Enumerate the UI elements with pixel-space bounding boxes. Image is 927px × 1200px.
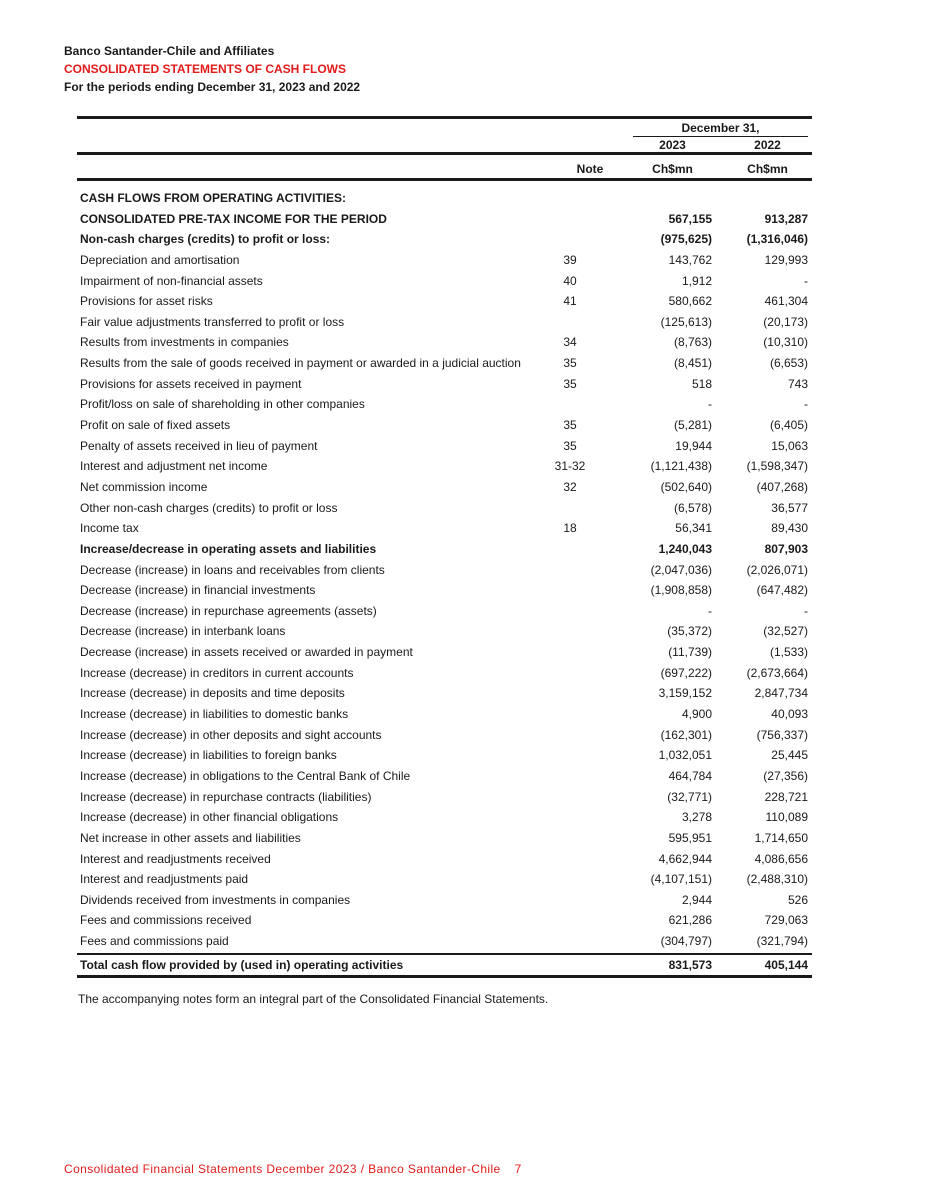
row-label: Interest and readjustments paid <box>80 872 249 887</box>
row-value-2023: (162,301) <box>660 727 712 742</box>
period-underline <box>633 136 808 137</box>
row-value-2022: - <box>804 603 808 618</box>
row-label: CONSOLIDATED PRE-TAX INCOME FOR THE PERIOD <box>80 211 387 226</box>
row-value-2022: (2,488,310) <box>746 872 808 887</box>
row-label: Impairment of non-financial assets <box>80 273 263 288</box>
row-label: Dividends received from investments in companies <box>80 892 351 907</box>
row-value-2023: (125,613) <box>660 314 712 329</box>
row-label: CASH FLOWS FROM OPERATING ACTIVITIES: <box>80 191 346 205</box>
row-label: Fair value adjustments transferred to profit or loss <box>80 314 345 329</box>
row-value-2023: 567,155 <box>668 211 712 226</box>
row-value-2023: 4,900 <box>681 707 712 722</box>
row-value-2022: (6,653) <box>769 356 808 371</box>
row-label: Provisions for assets received in payment <box>80 376 302 391</box>
table-row <box>77 828 812 849</box>
table-row <box>77 642 812 663</box>
row-value-2022: (1,598,347) <box>746 459 808 474</box>
page-footer <box>64 1162 522 1176</box>
row-note: 41 <box>563 294 577 309</box>
row-value-2023: (2,047,036) <box>650 562 712 577</box>
table-row <box>77 229 812 250</box>
row-label: Decrease (increase) in loans and receivables from clients <box>80 562 385 577</box>
row-value-2022: (27,356) <box>763 768 808 783</box>
row-value-2022: 228,721 <box>764 789 808 804</box>
table-row <box>77 353 812 374</box>
statement-title: CONSOLIDATED STATEMENTS OF CASH FLOWS <box>64 62 346 76</box>
row-label: Increase (decrease) in obligations to the Central Bank of Chile <box>80 768 411 783</box>
statement-period: For the periods ending December 31, 2023 and 2022 <box>64 80 361 94</box>
row-value-2023: - <box>708 603 712 618</box>
row-label: Increase (decrease) in other deposits and sight accounts <box>80 727 382 742</box>
row-value-2023: 2,944 <box>681 892 712 907</box>
company-name: Banco Santander-Chile and Affiliates <box>64 44 275 58</box>
table-row <box>77 560 812 581</box>
total-bottom-rule <box>77 975 812 978</box>
row-label: Results from the sale of goods received in payment or awarded in a judicial auction <box>80 356 521 371</box>
year-2023-header: 2023 <box>659 138 686 152</box>
table-row <box>77 498 812 519</box>
row-value-2023: 56,341 <box>675 521 712 536</box>
row-value-2023: (32,771) <box>667 789 712 804</box>
table-row <box>77 394 812 415</box>
row-label: Other non-cash charges (credits) to profit or loss <box>80 500 338 515</box>
row-label: Decrease (increase) in assets received or awarded in payment <box>80 645 413 660</box>
total-label: Total cash flow provided by (used in) operating activities <box>80 957 404 972</box>
table-row <box>77 271 812 292</box>
row-label: Increase (decrease) in repurchase contracts (liabilities) <box>80 789 372 804</box>
row-label: Penalty of assets received in lieu of payment <box>80 438 318 453</box>
table-row <box>77 332 812 353</box>
row-value-2023: (304,797) <box>660 934 712 949</box>
footer-text: Consolidated Financial Statements December 2023 / Banco Santander-Chile <box>64 1162 501 1176</box>
table-row <box>77 869 812 890</box>
row-value-2022: (321,794) <box>756 934 808 949</box>
row-note: 18 <box>563 521 577 536</box>
row-value-2022: (1,316,046) <box>746 232 808 247</box>
row-value-2023: (8,763) <box>673 335 712 350</box>
row-label: Interest and readjustments received <box>80 851 271 866</box>
row-value-2022: 4,086,656 <box>754 851 808 866</box>
row-note: 35 <box>563 438 577 453</box>
table-row <box>77 601 812 622</box>
row-value-2023: (5,281) <box>673 418 712 433</box>
row-value-2023: 4,662,944 <box>658 851 712 866</box>
row-value-2022: 729,063 <box>764 913 808 928</box>
table-row <box>77 291 812 312</box>
row-value-2023: 1,240,043 <box>658 541 712 556</box>
page-number: 7 <box>514 1162 522 1176</box>
row-value-2023: 518 <box>691 376 712 391</box>
row-label: Fees and commissions received <box>80 913 252 928</box>
row-label: Decrease (increase) in repurchase agreements (assets) <box>80 603 377 618</box>
row-value-2022: 2,847,734 <box>754 686 808 701</box>
row-value-2022: (32,527) <box>763 624 808 639</box>
row-note: 34 <box>563 335 577 350</box>
row-label: Increase (decrease) in liabilities to domestic banks <box>80 707 349 722</box>
table-row <box>77 890 812 911</box>
row-note: 35 <box>563 356 577 371</box>
row-value-2023: 1,032,051 <box>658 748 712 763</box>
row-note: 39 <box>563 252 577 267</box>
row-value-2022: 15,063 <box>771 438 808 453</box>
table-row <box>77 374 812 395</box>
row-value-2022: (1,533) <box>769 645 808 660</box>
row-value-2022: 110,089 <box>765 810 808 825</box>
table-row <box>77 250 812 271</box>
row-value-2023: 595,951 <box>668 830 712 845</box>
table-row <box>77 807 812 828</box>
table-row <box>77 209 812 230</box>
table-row <box>77 910 812 931</box>
row-value-2023: 143,762 <box>668 252 712 267</box>
unit-rule <box>77 178 812 181</box>
row-value-2022: (407,268) <box>756 479 808 494</box>
row-label: Increase (decrease) in deposits and time deposits <box>80 686 345 701</box>
table-top-rule <box>77 116 812 119</box>
table-body <box>77 188 812 978</box>
total-value-2022: 405,144 <box>764 957 808 972</box>
row-note: 35 <box>563 376 577 391</box>
row-value-2022: (20,173) <box>763 314 808 329</box>
table-row <box>77 787 812 808</box>
row-label: Increase (decrease) in creditors in current accounts <box>80 665 354 680</box>
row-value-2023: (11,739) <box>668 645 712 660</box>
row-value-2023: 621,286 <box>668 913 712 928</box>
table-row <box>77 312 812 333</box>
table-row <box>77 704 812 725</box>
row-value-2022: - <box>804 273 808 288</box>
row-value-2022: 25,445 <box>771 748 808 763</box>
row-label: Interest and adjustment net income <box>80 459 268 474</box>
row-label: Results from investments in companies <box>80 335 289 350</box>
row-value-2022: (756,337) <box>756 727 808 742</box>
table-row <box>77 849 812 870</box>
row-value-2023: (4,107,151) <box>650 872 712 887</box>
table-row <box>77 663 812 684</box>
table-row <box>77 766 812 787</box>
year-2022-header: 2022 <box>754 138 781 152</box>
row-label: Provisions for asset risks <box>80 294 213 309</box>
row-value-2023: (697,222) <box>660 665 712 680</box>
row-value-2023: 580,662 <box>668 294 712 309</box>
table-row <box>77 518 812 539</box>
table-row <box>77 725 812 746</box>
table-row <box>77 580 812 601</box>
row-label: Increase (decrease) in liabilities to foreign banks <box>80 748 337 763</box>
row-value-2022: 89,430 <box>771 521 808 536</box>
row-value-2023: (975,625) <box>660 232 712 247</box>
row-label: Profit on sale of fixed assets <box>80 418 231 433</box>
unit-2023-header: Ch$mn <box>652 162 693 176</box>
row-note: 31-32 <box>554 459 586 474</box>
table-row <box>77 477 812 498</box>
row-value-2023: 3,159,152 <box>658 686 712 701</box>
row-note: 35 <box>563 418 577 433</box>
row-note: 40 <box>563 273 577 288</box>
row-label: Income tax <box>80 521 139 536</box>
row-value-2022: 743 <box>787 376 808 391</box>
header-rule <box>77 152 812 155</box>
footnote: The accompanying notes form an integral part of the Consolidated Financial Statements. <box>78 992 549 1006</box>
total-row <box>77 955 812 976</box>
row-note: 32 <box>563 479 577 494</box>
row-value-2023: 464,784 <box>668 768 712 783</box>
unit-2022-header: Ch$mn <box>747 162 788 176</box>
row-label: Decrease (increase) in financial investments <box>80 583 316 598</box>
row-label: Net increase in other assets and liabilities <box>80 830 301 845</box>
row-label: Decrease (increase) in interbank loans <box>80 624 286 639</box>
row-value-2023: 19,944 <box>675 438 712 453</box>
table-row <box>77 188 812 209</box>
table-row <box>77 745 812 766</box>
row-value-2023: 1,912 <box>681 273 712 288</box>
period-label: December 31, <box>681 121 760 135</box>
table-row <box>77 456 812 477</box>
row-value-2023: 3,278 <box>681 810 712 825</box>
table-row <box>77 415 812 436</box>
row-value-2022: 40,093 <box>771 707 808 722</box>
row-value-2022: 36,577 <box>771 500 808 515</box>
row-label: Increase (decrease) in other financial obligations <box>80 810 339 825</box>
table-row <box>77 436 812 457</box>
row-value-2023: - <box>708 397 712 412</box>
table-row <box>77 539 812 560</box>
row-value-2023: (1,908,858) <box>650 583 712 598</box>
row-value-2022: (2,026,071) <box>746 562 808 577</box>
row-value-2022: 129,993 <box>764 252 808 267</box>
row-value-2022: 913,287 <box>764 211 808 226</box>
total-value-2023: 831,573 <box>668 957 712 972</box>
row-value-2023: (8,451) <box>673 356 712 371</box>
row-label: Profit/loss on sale of shareholding in other companies <box>80 397 365 412</box>
row-value-2022: (6,405) <box>769 418 808 433</box>
row-value-2022: 807,903 <box>764 541 808 556</box>
row-value-2022: (2,673,664) <box>746 665 808 680</box>
row-label: Fees and commissions paid <box>80 934 229 949</box>
row-value-2022: 1,714,650 <box>754 830 808 845</box>
row-value-2022: (647,482) <box>756 583 808 598</box>
row-value-2023: (502,640) <box>660 479 712 494</box>
row-value-2022: - <box>804 397 808 412</box>
table-row <box>77 621 812 642</box>
table-row <box>77 683 812 704</box>
table-row <box>77 931 812 952</box>
note-column-header: Note <box>576 162 604 176</box>
row-label: Non-cash charges (credits) to profit or loss: <box>80 232 331 247</box>
row-value-2023: (6,578) <box>673 500 712 515</box>
row-label: Depreciation and amortisation <box>80 252 240 267</box>
row-value-2023: (1,121,438) <box>650 459 712 474</box>
row-label: Net commission income <box>80 479 208 494</box>
row-value-2022: (10,310) <box>763 335 808 350</box>
row-value-2023: (35,372) <box>667 624 712 639</box>
row-value-2022: 461,304 <box>764 294 808 309</box>
row-value-2022: 526 <box>787 892 808 907</box>
row-label: Increase/decrease in operating assets and liabilities <box>80 541 377 556</box>
